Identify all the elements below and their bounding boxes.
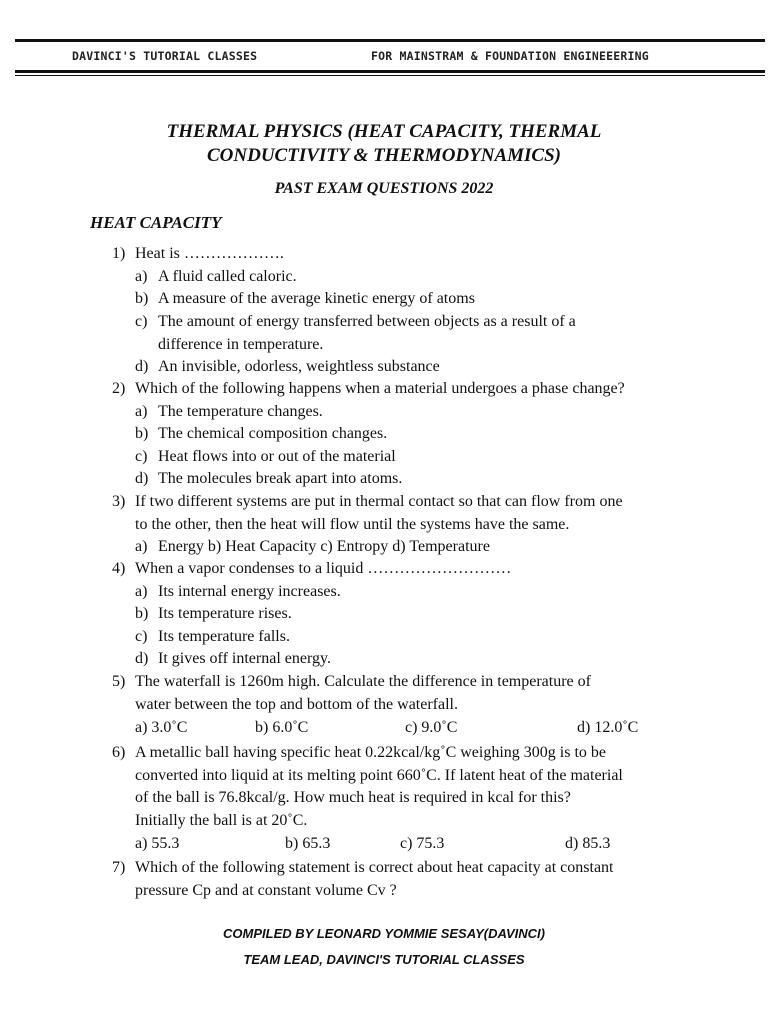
question-number: 5)	[112, 673, 126, 690]
option-b: b) Its temperature rises.	[135, 605, 292, 622]
question-text-line2: converted into liquid at its melting point 660˚C. If latent heat of the material	[135, 766, 623, 784]
question-6	[112, 742, 722, 832]
question-number: 6)	[112, 744, 126, 761]
question-text-line2: to the other, then the heat will flow until the systems have the same.	[135, 515, 570, 533]
option-d: d) 12.0˚C	[577, 719, 639, 736]
question-7	[112, 857, 722, 902]
question-number: 3)	[112, 493, 126, 510]
document-title-line1: THERMAL PHYSICS (HEAT CAPACITY, THERMAL	[166, 121, 602, 142]
question-2	[112, 378, 722, 401]
option-b: b) A measure of the average kinetic energy of atoms	[135, 290, 475, 307]
question-3	[112, 491, 722, 536]
footer-team-lead: TEAM LEAD, DAVINCI'S TUTORIAL CLASSES	[243, 952, 525, 967]
footer-compiled-by: COMPILED BY LEONARD YOMMIE SESAY(DAVINCI)	[223, 926, 545, 941]
question-text: Heat is ……………….	[135, 245, 284, 262]
document-title-line2: CONDUCTIVITY & THERMODYNAMICS)	[206, 145, 561, 166]
option-c: c) Its temperature falls.	[135, 628, 290, 645]
question-text: When a vapor condenses to a liquid ………………………	[135, 560, 512, 577]
section-heading: HEAT CAPACITY	[90, 213, 222, 232]
option-list: a) Energy b) Heat Capacity c) Entropy d) Temperature	[135, 538, 490, 555]
option-b: b) The chemical composition changes.	[135, 425, 388, 442]
option-d: d) It gives off internal energy.	[135, 650, 331, 667]
header-left-text: DAVINCI'S TUTORIAL CLASSES	[72, 49, 258, 63]
option-c: c) Heat flows into or out of the material	[135, 448, 396, 465]
option-b: b) 65.3	[285, 835, 331, 852]
question-text-line4: Initially the ball is at 20˚C.	[135, 811, 308, 829]
question-number: 4)	[112, 560, 126, 577]
option-a: a) The temperature changes.	[135, 403, 323, 420]
question-4	[112, 558, 722, 581]
question-number: 2)	[112, 380, 126, 397]
document-subtitle: PAST EXAM QUESTIONS 2022	[274, 180, 494, 197]
option-a: a) 55.3	[135, 835, 180, 852]
option-d: d) An invisible, odorless, weightless substance	[135, 358, 440, 375]
header-right-text: FOR MAINSTRAM & FOUNDATION ENGINEEERING	[371, 49, 649, 63]
question-text-line1: Which of the following statement is correct about heat capacity at constant	[135, 859, 614, 876]
question-text-line3: of the ball is 76.8kcal/g. How much heat is required in kcal for this?	[135, 789, 571, 806]
option-a: a) Its internal energy increases.	[135, 583, 341, 600]
question-text: Which of the following happens when a material undergoes a phase change?	[135, 380, 625, 397]
option-c: c) The amount of energy transferred between objects as a result of a difference in temperature.	[135, 313, 576, 353]
question-text-line1: If two different systems are put in thermal contact so that can flow from one	[135, 493, 623, 510]
question-text-line2: pressure Cp and at constant volume Cv ?	[135, 881, 397, 899]
option-a: a) A fluid called caloric.	[135, 268, 297, 285]
question-number: 1)	[112, 245, 126, 262]
option-c: c) 9.0˚C	[405, 719, 458, 736]
question-text-line1: A metallic ball having specific heat 0.22kcal/kg˚C weighing 300g is to be	[135, 744, 606, 761]
option-a: a) 3.0˚C	[135, 719, 188, 736]
header-bottom-thin-rule	[15, 75, 765, 76]
header-bottom-rule	[15, 70, 765, 73]
question-text-line1: The waterfall is 1260m high. Calculate the difference in temperature of	[135, 673, 591, 690]
option-d: d) 85.3	[565, 835, 611, 852]
option-b: b) 6.0˚C	[255, 719, 309, 736]
option-c: c) 75.3	[400, 835, 445, 852]
question-text-line2: water between the top and bottom of the waterfall.	[135, 695, 458, 713]
header-top-rule	[15, 39, 765, 42]
question-5	[112, 671, 722, 716]
question-number: 7)	[112, 859, 126, 876]
question-1	[112, 243, 722, 266]
option-d: d) The molecules break apart into atoms.	[135, 470, 403, 487]
